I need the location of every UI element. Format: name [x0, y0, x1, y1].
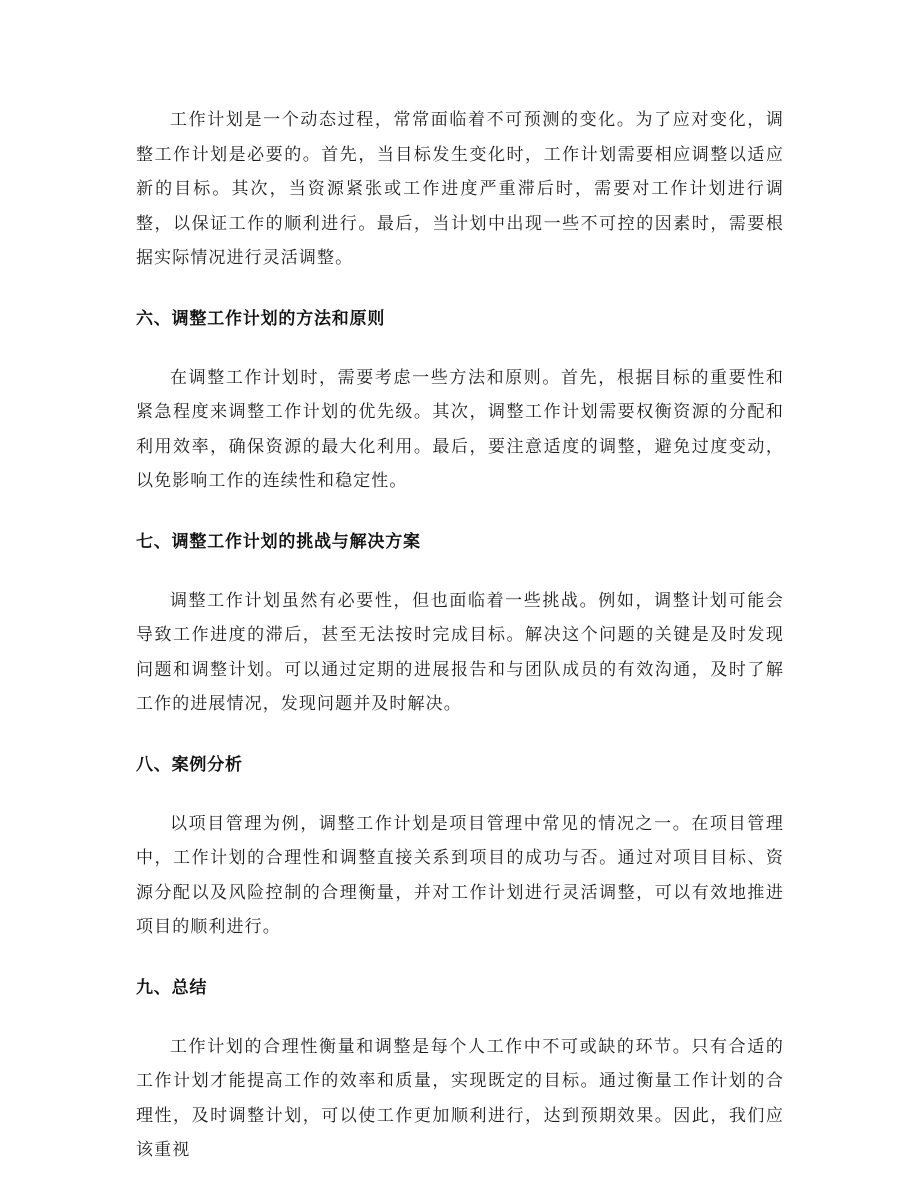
heading-section-7: 七、调整工作计划的挑战与解决方案 — [136, 531, 421, 552]
paragraph-case-study: 以项目管理为例，调整工作计划是项目管理中常见的情况之一。在项目管理中，工作计划的合理性和调整直接关系到项目的成功与否。通过对项目目标、资源分配以及风险控制的合理衡量，并对工作计划进行灵活调整，可以有效地推进项目的顺利进行。 — [136, 813, 784, 937]
paragraph-plan-dynamic: 工作计划是一个动态过程，常常面临着不可预测的变化。为了应对变化，调整工作计划是必要的。首先，当目标发生变化时，工作计划需要相应调整以适应新的目标。其次，当资源紧张或工作进度严重滞后时，需要对工作计划进行调整，以保证工作的顺利进行。最后，当计划中出现一些不可控的因素时，需要根据实际情况进行灵活调整。 — [136, 110, 784, 268]
spacer — [136, 1005, 784, 1030]
spacer — [136, 945, 784, 971]
spacer — [136, 336, 784, 361]
spacer — [136, 276, 784, 302]
spacer — [136, 559, 784, 584]
paragraph-methods-principles: 在调整工作计划时，需要考虑一些方法和原则。首先，根据目标的重要性和紧急程度来调整工作计划的优先级。其次，调整工作计划需要权衡资源的分配和利用效率，确保资源的最大化利用。最后，要注意适度的调整，避免过度变动，以免影响工作的连续性和稳定性。 — [136, 367, 784, 491]
paragraph-summary: 工作计划的合理性衡量和调整是每个人工作中不可或缺的环节。只有合适的工作计划才能提高工作的效率和质量，实现既定的目标。通过衡量工作计划的合理性，及时调整计划，可以使工作更加顺利进行，达到预期效果。因此，我们应该重视 — [136, 1036, 784, 1160]
spacer — [136, 722, 784, 748]
heading-section-6: 六、调整工作计划的方法和原则 — [136, 308, 386, 329]
heading-section-8: 八、案例分析 — [136, 754, 243, 775]
paragraph-challenges-solutions: 调整工作计划虽然有必要性，但也面临着一些挑战。例如，调整计划可能会导致工作进度的滞后，甚至无法按时完成目标。解决这个问题的关键是及时发现问题和调整计划。可以通过定期的进展报告和与团队成员的有效沟通，及时了解工作的进展情况，发现问题并及时解决。 — [136, 590, 784, 714]
spacer — [136, 499, 784, 525]
heading-section-9: 九、总结 — [136, 977, 208, 998]
spacer — [136, 782, 784, 807]
